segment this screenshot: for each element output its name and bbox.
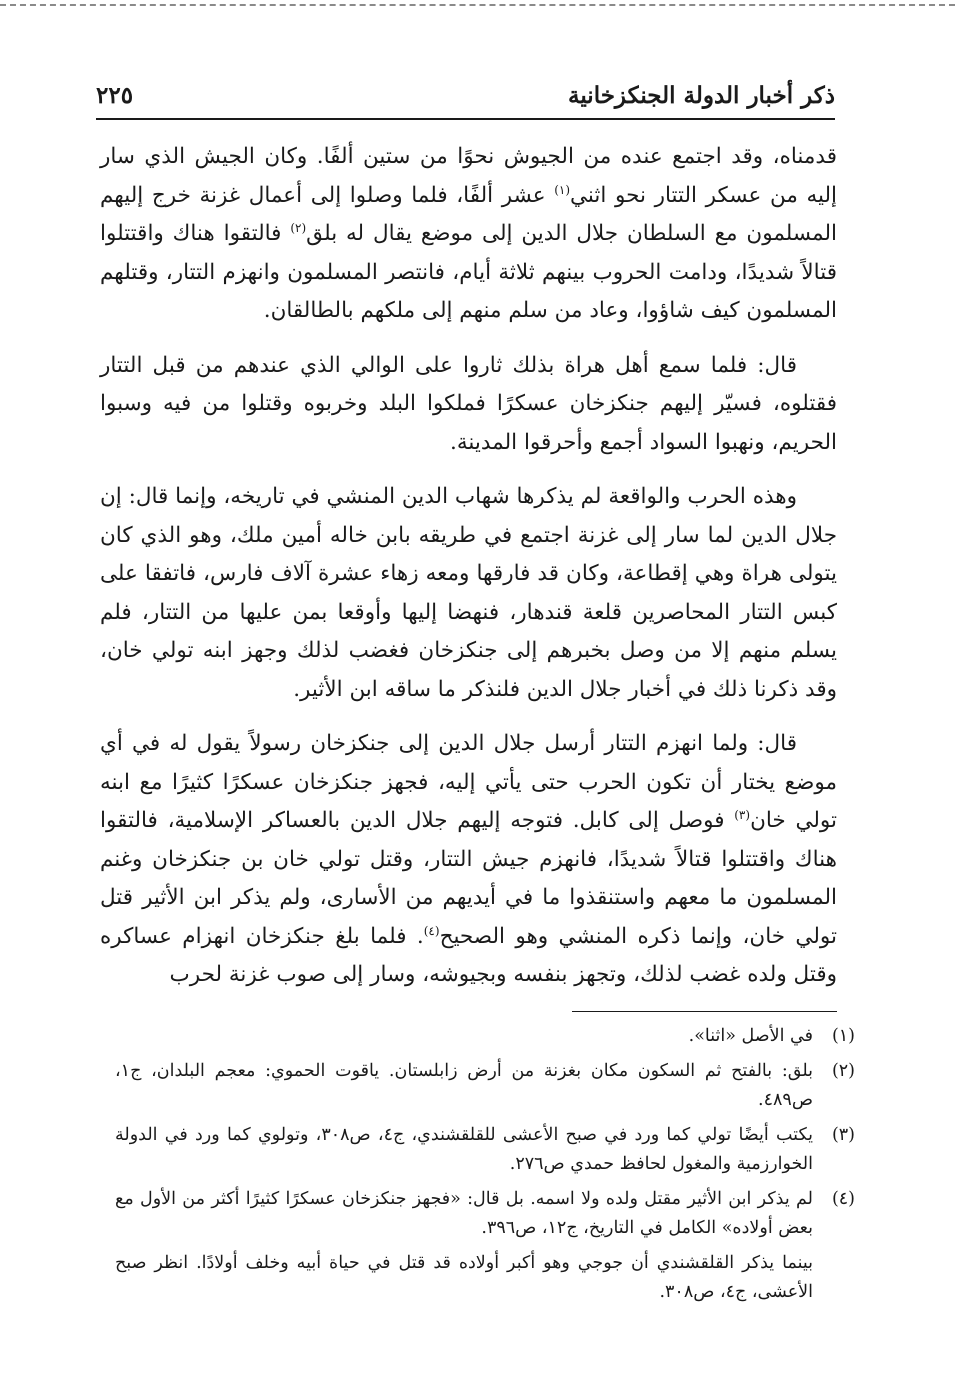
footnote-number: (٢) xyxy=(831,1061,855,1081)
footnote-divider xyxy=(572,1011,837,1012)
footnotes xyxy=(115,1022,855,1307)
footnote-number: (٤) xyxy=(831,1189,855,1209)
paragraph-1-part-b: عشر ألفًا، فلما وصلوا إلى أعمال غزنة خرج إليهم المسلمون مع السلطان جلال الدين إلى موضع يقال له بلق xyxy=(100,182,838,246)
footnote-ref-4: (٤) xyxy=(423,923,440,938)
paragraph-1 xyxy=(100,138,837,331)
footnote-4 xyxy=(115,1185,855,1243)
footnote-3 xyxy=(115,1121,855,1179)
running-title: ذكر أخبار الدولة الجنكزخانية xyxy=(568,82,835,109)
page-number: ٢٢٥ xyxy=(96,82,134,109)
scan-edge-dash xyxy=(0,4,955,6)
paragraph-1-part-c: فالتقوا هناك واقتتلوا قتالاً شديدًا، ودامت الحروب بينهم ثلاثة أيام، فانتصر المسلمون وانهزم التتار، وقتلهم المسلمون كيف شاؤوا، وعاد من سلم منهم إلى ملكهم بالطالقان. xyxy=(100,221,837,323)
footnote-number: (١) xyxy=(831,1026,855,1046)
footnote-text: لم يذكر ابن الأثير مقتل ولده ولا اسمه. بل قال: «فجهز جنكزخان عسكرًا كثيرًا أكثر من الأول مع بعض أولاده» الكامل في التاريخ، ج١٢، ص٣٩٦. xyxy=(115,1189,813,1238)
paragraph-1-part-a: قدمناه، وقد اجتمع عنده من الجيوش نحوًا من ستين ألفًا. وكان الجيش الذي سار إليه من عسكر التتار نحو اثني xyxy=(100,144,837,208)
page-header xyxy=(96,78,835,120)
paragraph-3: وهذه الحرب والواقعة لم يذكرها شهاب الدين المنشي في تاريخه، وإنما قال: إن جلال الدين لما سار إلى غزنة اجتمع في طريقه بابن خاله أمين ملك، وهو الذي كان يتولى هراة وهي إقطاعة، وكان قد فارقها ومعه زهاء عشرة آلاف فارس، فاتفقا على كبس التتار المحاصرين قلعة قندهار، فنهضا إليها وأوقعا بمن عليها من التتار، فلم يسلم منهم إلا من وصل بخبرهم إلى جنكزخان فغضب لذلك وجهز ابنه تولي خان، وقد ذكرنا ذلك في أخبار جلال الدين فلنذكر ما ساقه ابن الأثير. xyxy=(100,484,837,702)
paragraph-4-part-c: . فلما بلغ جنكزخان انهزام عساكره وقتل ولده غضب لذلك، وتجهز بنفسه وبجيوشه، وسار إلى صوب غزنة لحرب xyxy=(100,923,837,987)
footnote-number: (٣) xyxy=(831,1125,855,1145)
paragraph-2: قال: فلما سمع أهل هراة بذلك ثاروا على الوالي الذي عندهم من قبل التتار فقتلوه، فسيّر إليهم جنكزخان عسكرًا فملكوا البلد وخربوه وقتلوا من فيه وسبوا الحريم، ونهبوا السواد أجمع وأحرقوا المدينة. xyxy=(100,352,837,455)
footnote-ref-2: (٢) xyxy=(290,220,307,235)
footnote-2 xyxy=(115,1057,855,1115)
footnote-text: يكتب أيضًا تولي كما ورد في صبح الأعشى للقلقشندي، ج٤، ص٣٠٨، وتولوي كما ورد في الدولة الخوارزمية والمغول لحافظ حمدي ص٢٧٦. xyxy=(115,1125,813,1174)
footnote-4-continuation: بينما يذكر القلقشندي أن جوجي وهو أكبر أولاده قد قتل في حياة أبيه وخلف أولادًا. انظر صبح الأعشى، ج٤، ص٣٠٨. xyxy=(115,1253,813,1302)
footnote-ref-3: (٣) xyxy=(734,807,751,822)
paragraph-4-part-b: فوصل إلى كابل. فتوجه إليهم جلال الدين بالعساكر الإسلامية، فالتقوا هناك واقتتلوا قتالاً شديدًا، فانهزم جيش التتار، وقتل تولي خان بن جنكزخان وغنم المسلمون ما معهم واستنقذوا ما في أيديهم من الأسارى، ولم يذكر ابن الأثير قتل تولي خان، وإنما ذكره المنشي وهو الصحيح xyxy=(100,808,837,949)
footnote-text: في الأصل «اثنا». xyxy=(688,1026,813,1046)
footnote-text: بلق: بالفتح ثم السكون مكان بغزنة من أرض زابلستان. ياقوت الحموي: معجم البلدان، ج١، ص٤٨٩. xyxy=(115,1061,813,1110)
footnote-ref-1: (١) xyxy=(554,182,571,197)
paragraph-4 xyxy=(100,725,837,995)
paragraph-4-part-a: قال: ولما انهزم التتار أرسل جلال الدين إلى جنكزخان رسولاً يقول له في أي موضع يختار أن تكون الحرب حتى يأتي إليه، فجهز جنكزخان عسكرًا كثيرًا مع ابنه تولي خان xyxy=(100,731,838,833)
main-text xyxy=(100,138,837,1011)
footnote-1 xyxy=(115,1022,855,1051)
